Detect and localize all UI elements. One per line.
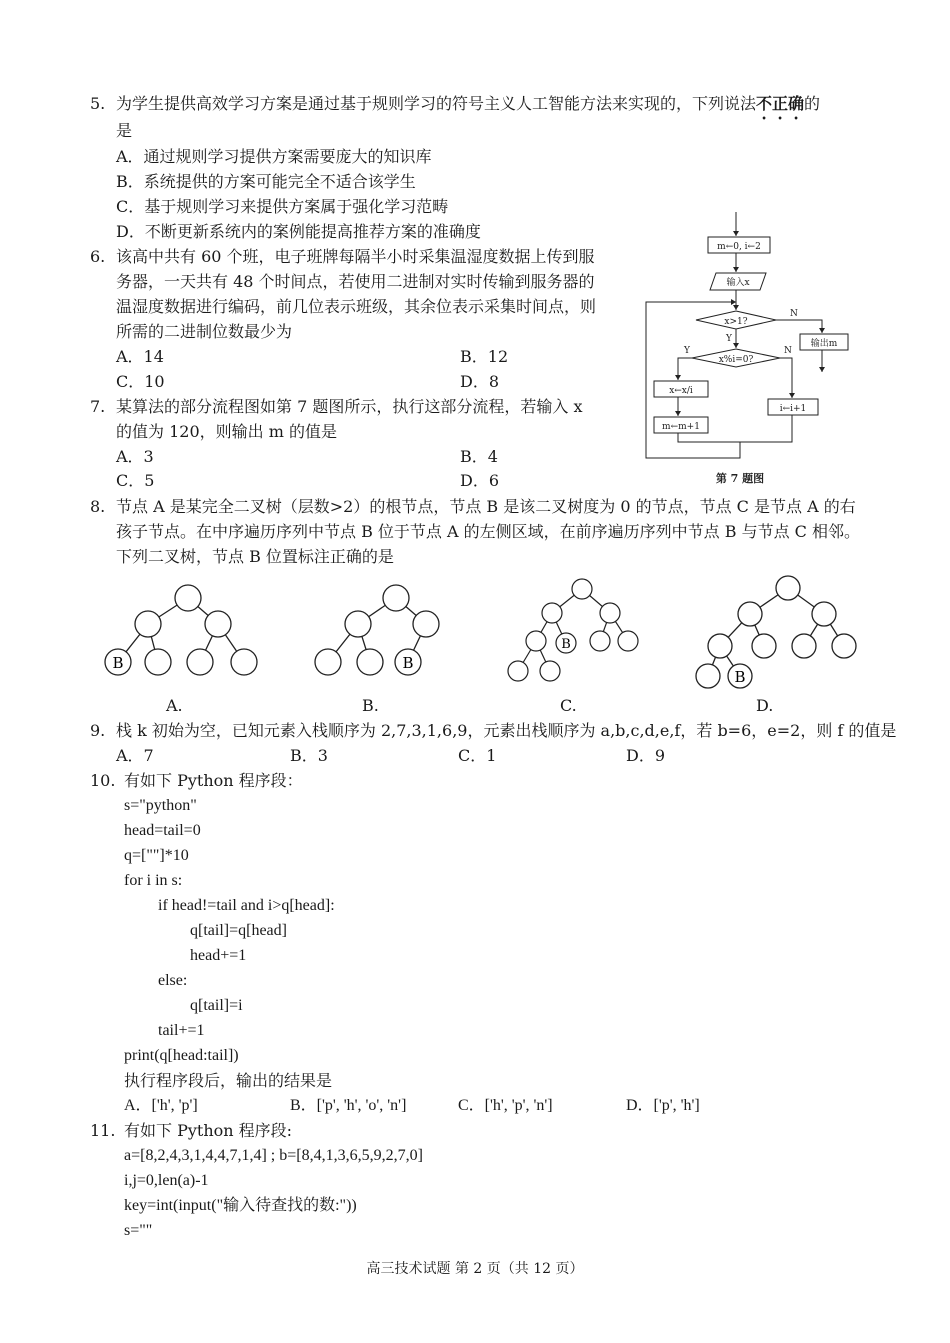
flowchart-figure-7 xyxy=(640,210,870,490)
tree-node xyxy=(812,602,836,626)
tree-node xyxy=(600,603,620,623)
arrow-head xyxy=(675,411,681,416)
option-a: A．3 xyxy=(116,447,154,466)
tree-node xyxy=(832,634,856,658)
option-b: B．12 xyxy=(460,347,509,366)
question-stem-line: 该高中共有 60 个班，电子班牌每隔半小时采集温湿度数据上传到服 xyxy=(116,247,595,266)
arrow-head xyxy=(819,367,825,372)
tree-node xyxy=(508,661,528,681)
tree-node xyxy=(315,649,341,675)
cond2-yes-label: Y xyxy=(684,346,690,356)
arrow-head xyxy=(733,231,739,236)
arrow-head xyxy=(789,393,795,398)
code-line: if head!=tail and i>q[head]: xyxy=(158,897,335,914)
question-number: 9. xyxy=(90,721,106,740)
tree-node xyxy=(776,576,800,600)
option-c: C．10 xyxy=(116,372,165,391)
question-stem: 为学生提供高效学习方案是通过基于规则学习的符号主义人工智能方法来实现的，下列说法不正确的 xyxy=(116,94,821,113)
emphasis-text: 不正确 xyxy=(756,94,805,113)
tree-option-b xyxy=(300,580,440,690)
option-a: A．14 xyxy=(116,347,164,366)
code-line: else: xyxy=(158,972,188,989)
code-line: q=[""]*10 xyxy=(124,847,189,864)
question-stem-line: 的值为 120，则输出 m 的值是 xyxy=(116,422,337,441)
tree-label-b: B. xyxy=(362,696,379,715)
option-d: D．不断更新系统内的案例能提高推荐方案的准确度 xyxy=(116,222,481,241)
flow-line xyxy=(678,433,740,443)
page-footer: 高三技术试题 第 2 页（共 12 页） xyxy=(366,1261,584,1277)
tree-node xyxy=(618,631,638,651)
tree-node xyxy=(231,649,257,675)
question-number: 7. xyxy=(90,397,106,416)
arrow-head xyxy=(819,328,825,333)
code-line: s="" xyxy=(124,1222,153,1239)
node-b-label: B xyxy=(734,668,746,686)
tree-node xyxy=(738,602,762,626)
question-stem: 栈 k 初始为空，已知元素入栈顺序为 2,7,3,1,6,9，元素出栈顺序为 a,b,c,d,e,f，若 b=6，e=2，则 f 的值是 xyxy=(116,721,897,740)
code-line: for i in s: xyxy=(124,872,183,889)
arrow-head xyxy=(733,305,739,310)
option-d: D．9 xyxy=(626,746,666,765)
flow-line xyxy=(678,358,692,380)
option-d: D．['p', 'h'] xyxy=(626,1097,700,1114)
option-b: B．系统提供的方案可能完全不适合该学生 xyxy=(116,172,416,191)
tree-node xyxy=(526,631,546,651)
cond1-text: x>1? xyxy=(724,317,748,327)
cond2-text: x%i=0? xyxy=(718,355,754,365)
arrow-head xyxy=(733,267,739,272)
question-prompt: 执行程序段后，输出的结果是 xyxy=(124,1071,333,1090)
init-text: m←0, i←2 xyxy=(717,242,761,252)
option-c: C．1 xyxy=(458,746,497,765)
question-number: 6. xyxy=(90,247,106,266)
code-line: q[tail]=i xyxy=(190,997,243,1014)
question-stem-line: 务器，一天共有 48 个时间点，若使用二进制对实时传输到服务器的 xyxy=(116,272,595,291)
tree-node xyxy=(135,611,161,637)
option-c: C．['h', 'p', 'n'] xyxy=(458,1097,553,1114)
tree-option-a xyxy=(98,580,268,690)
option-a: A．通过规则学习提供方案需要庞大的知识库 xyxy=(116,147,432,166)
question-stem: 有如下 Python 程序段: xyxy=(124,1121,293,1140)
flow-line xyxy=(776,320,822,333)
option-b: B．4 xyxy=(460,447,498,466)
flow-line xyxy=(740,415,792,442)
code-line: head+=1 xyxy=(190,947,247,964)
code-line: tail+=1 xyxy=(158,1022,205,1039)
question-stem-line: 所需的二进制位数最少为 xyxy=(116,322,293,341)
output-text: 输出m xyxy=(810,339,838,349)
question-stem-line: 温湿度数据进行编码，前几位表示班级，其余位表示采集时间点，则 xyxy=(116,297,597,316)
inc-i-text: i←i+1 xyxy=(779,404,807,414)
tree-node xyxy=(187,649,213,675)
option-d: D．6 xyxy=(460,471,500,490)
question-stem-line: 孩子节点。在中序遍历序列中节点 B 位于节点 A 的左侧区域，在前序遍历序列中节点 B 与节点 C 相邻。 xyxy=(116,522,861,541)
tree-node xyxy=(752,634,776,658)
option-b: B．['p', 'h', 'o', 'n'] xyxy=(290,1097,407,1114)
question-stem-line: 某算法的部分流程图如第 7 题图所示，执行这部分流程，若输入 x xyxy=(116,397,583,416)
input-text: 输入x xyxy=(726,278,750,288)
tree-node xyxy=(345,611,371,637)
arrow-head xyxy=(675,375,681,380)
node-b-label: B xyxy=(561,637,571,652)
question-stem-line: 节点 A 是某完全二叉树（层数>2）的根节点，节点 B 是该二叉树度为 0 的节点，节点 C 是节点 A 的右 xyxy=(116,497,856,516)
code-line: key=int(input("输入待查找的数:")) xyxy=(124,1197,357,1214)
code-line: print(q[head:tail]) xyxy=(124,1047,239,1064)
tree-node xyxy=(357,649,383,675)
tree-node xyxy=(540,661,560,681)
tree-label-c: C. xyxy=(560,696,577,715)
option-c: C．5 xyxy=(116,471,155,490)
cond1-yes-label: Y xyxy=(726,334,732,344)
tree-label-a: A. xyxy=(166,696,183,715)
question-number: 10. xyxy=(90,771,116,790)
tree-node xyxy=(145,649,171,675)
option-d: D．8 xyxy=(460,372,500,391)
cond1-no-label: N xyxy=(790,309,798,319)
tree-node xyxy=(205,611,231,637)
div-text: x←x/i xyxy=(669,386,693,396)
arrow-head xyxy=(731,299,736,305)
option-b: B．3 xyxy=(290,746,328,765)
question-stem: 有如下 Python 程序段： xyxy=(124,771,303,790)
question-number: 8. xyxy=(90,497,106,516)
code-line: q[tail]=q[head] xyxy=(190,922,287,939)
question-stem-line: 下列二叉树，节点 B 位置标注正确的是 xyxy=(116,547,394,566)
question-stem-line: 是 xyxy=(116,121,133,140)
code-line: i,j=0,len(a)-1 xyxy=(124,1172,209,1189)
question-number: 5. xyxy=(90,94,106,113)
flow-line xyxy=(780,358,792,398)
code-line: s="python" xyxy=(124,797,197,814)
figure-caption: 第 7 题图 xyxy=(715,472,765,485)
cond2-no-label: N xyxy=(784,346,792,356)
tree-node xyxy=(175,585,201,611)
tree-option-d xyxy=(692,574,862,694)
code-line: a=[8,2,4,3,1,4,4,7,1,4] ; b=[8,4,1,3,6,5,9,2,7,0] xyxy=(124,1147,423,1164)
tree-node xyxy=(542,603,562,623)
tree-node xyxy=(413,611,439,637)
tree-node xyxy=(572,579,592,599)
option-c: C．基于规则学习来提供方案属于强化学习范畴 xyxy=(116,197,449,216)
question-number: 11. xyxy=(90,1121,116,1140)
inc-m-text: m←m+1 xyxy=(662,422,700,432)
arrow-head xyxy=(733,343,739,348)
tree-label-d: D. xyxy=(756,696,774,715)
node-b-label: B xyxy=(112,654,124,672)
code-line: head=tail=0 xyxy=(124,822,201,839)
tree-node xyxy=(383,585,409,611)
tree-node xyxy=(696,664,720,688)
tree-node xyxy=(792,634,816,658)
node-b-label: B xyxy=(402,654,414,672)
option-a: A．7 xyxy=(116,746,154,765)
tree-node xyxy=(708,634,732,658)
option-a: A．['h', 'p'] xyxy=(124,1097,198,1114)
tree-node xyxy=(590,631,610,651)
tree-option-c xyxy=(498,577,648,692)
